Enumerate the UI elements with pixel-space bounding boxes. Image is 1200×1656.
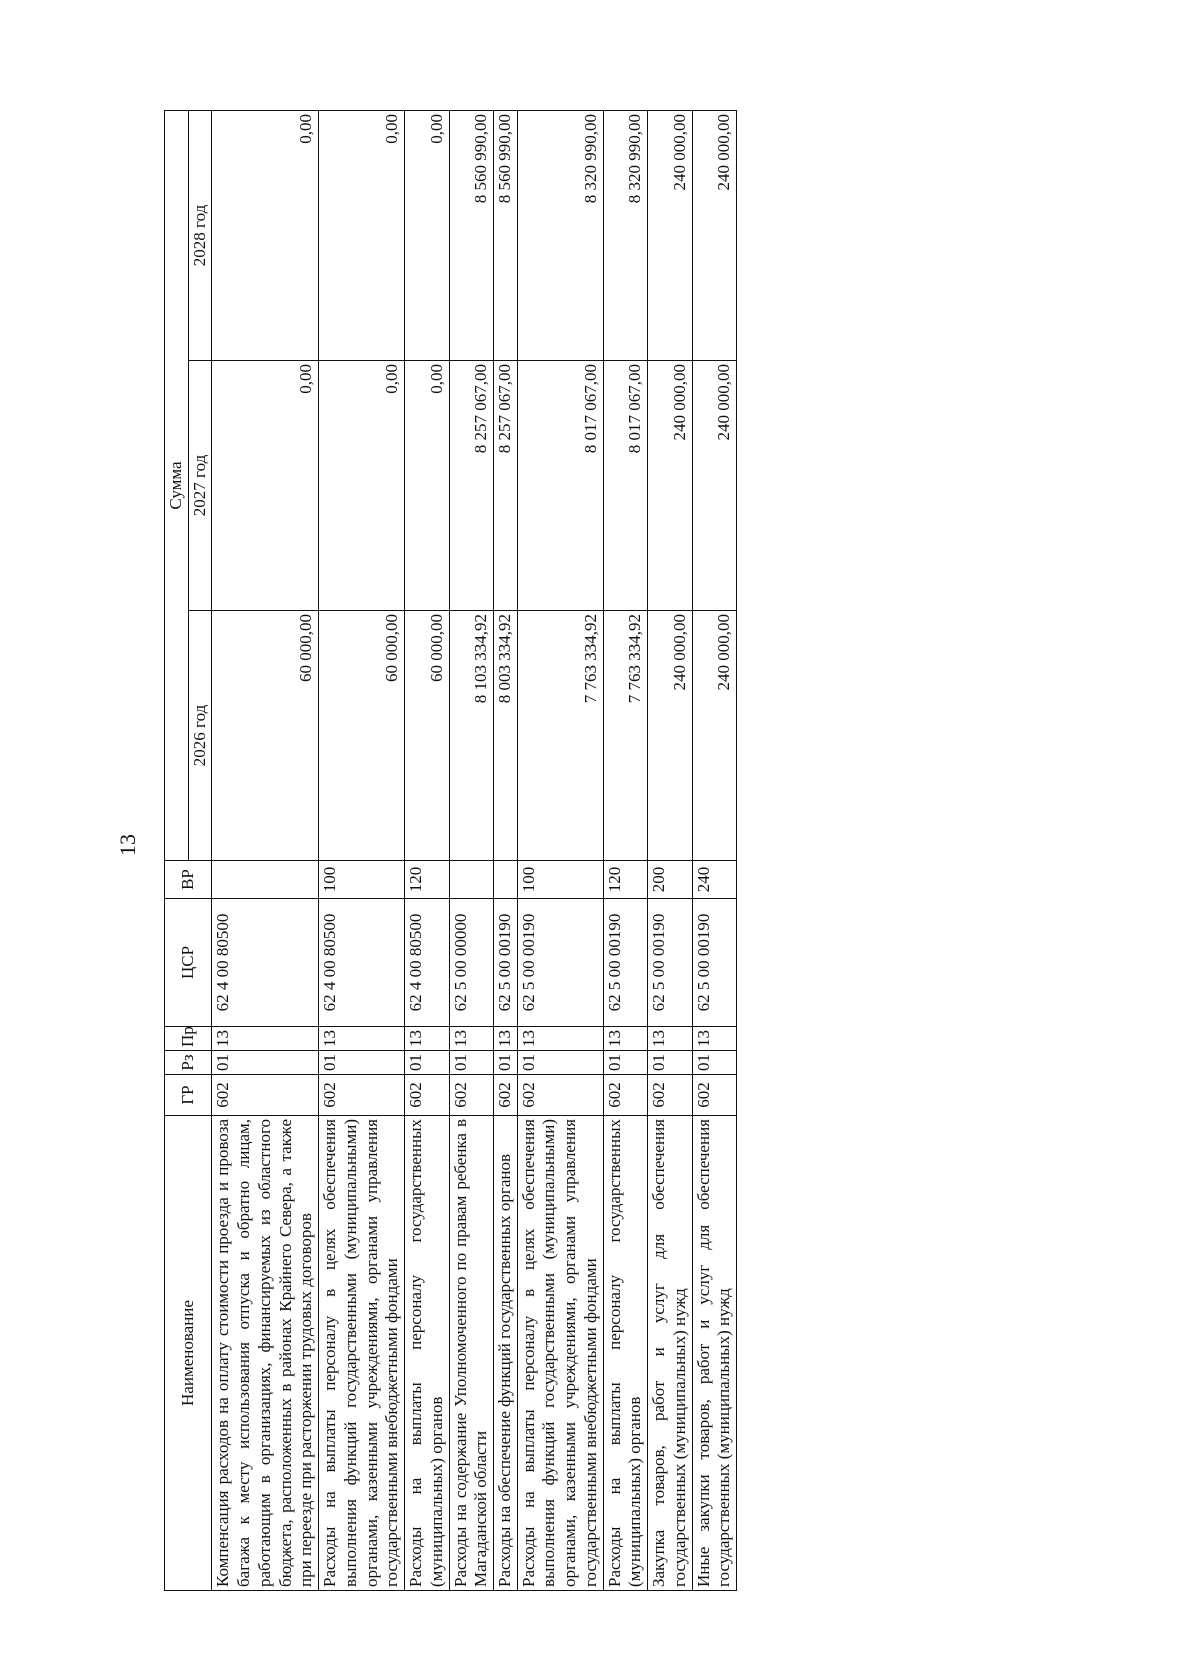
- cell-2027: 8 017 067,00: [603, 361, 647, 611]
- cell-rz: 01: [603, 1051, 647, 1075]
- cell-2028: 0,00: [319, 110, 405, 360]
- cell-gr: 602: [648, 1075, 692, 1116]
- cell-name: Расходы на выплаты персоналу в целях обеспечения выполнения функций государственными (муниципальными) органами, казенными учреждениями, органами управления государственными внебюджетными фондами: [319, 1116, 405, 1591]
- cell-2026: 240 000,00: [648, 611, 692, 861]
- header-name: Наименование: [165, 1116, 212, 1591]
- header-pr: Пр: [165, 1027, 212, 1051]
- table-row: [692, 110, 736, 1590]
- cell-csr: 62 5 00 00000: [449, 899, 493, 1027]
- cell-csr: 62 5 00 00190: [494, 899, 518, 1027]
- cell-vr: 240: [692, 861, 736, 899]
- cell-vr: 100: [319, 861, 405, 899]
- cell-2028: 240 000,00: [648, 110, 692, 360]
- cell-rz: 01: [405, 1051, 449, 1075]
- cell-name: Иные закупки товаров, работ и услуг для обеспечения государственных (муниципальных) нужд: [692, 1116, 736, 1591]
- cell-csr: 62 5 00 00190: [692, 899, 736, 1027]
- cell-2027: 0,00: [405, 361, 449, 611]
- header-year-2028: 2028 год: [188, 110, 212, 360]
- cell-2026: 8 003 334,92: [494, 611, 518, 861]
- cell-2027: 8 017 067,00: [517, 361, 603, 611]
- cell-name: Расходы на выплаты персоналу государственных (муниципальных) органов: [603, 1116, 647, 1591]
- cell-rz: 01: [692, 1051, 736, 1075]
- header-rz: Рз: [165, 1051, 212, 1075]
- header-sum: Сумма: [165, 110, 189, 860]
- cell-2028: 0,00: [405, 110, 449, 360]
- cell-rz: 01: [212, 1051, 319, 1075]
- cell-rz: 01: [494, 1051, 518, 1075]
- table-row: [517, 110, 603, 1590]
- cell-gr: 602: [405, 1075, 449, 1116]
- cell-2027: 0,00: [212, 361, 319, 611]
- page-number: 13: [115, 834, 140, 856]
- cell-2026: 60 000,00: [405, 611, 449, 861]
- cell-name: Расходы на обеспечение функций государственных органов: [494, 1116, 518, 1591]
- cell-vr: 100: [517, 861, 603, 899]
- cell-gr: 602: [212, 1075, 319, 1116]
- cell-2028: 8 320 990,00: [517, 110, 603, 360]
- cell-name: Закупка товаров, работ и услуг для обеспечения государственных (муниципальных) нужд: [648, 1116, 692, 1591]
- cell-2026: 240 000,00: [692, 611, 736, 861]
- cell-csr: 62 5 00 00190: [517, 899, 603, 1027]
- cell-2026: 7 763 334,92: [603, 611, 647, 861]
- cell-vr: [449, 861, 493, 899]
- cell-name: Расходы на выплаты персоналу в целях обеспечения выполнения функций государственными (муниципальными) органами, казенными учреждениями, органами управления государственными внебюджетными фондами: [517, 1116, 603, 1591]
- cell-name: Расходы на выплаты персоналу государственных (муниципальных) органов: [405, 1116, 449, 1591]
- cell-2026: 7 763 334,92: [517, 611, 603, 861]
- cell-rz: 01: [648, 1051, 692, 1075]
- cell-gr: 602: [603, 1075, 647, 1116]
- cell-2028: 240 000,00: [692, 110, 736, 360]
- cell-rz: 01: [517, 1051, 603, 1075]
- table-row: [405, 110, 449, 1590]
- cell-csr: 62 5 00 00190: [648, 899, 692, 1027]
- cell-2027: 240 000,00: [648, 361, 692, 611]
- cell-pr: 13: [603, 1027, 647, 1051]
- cell-vr: 200: [648, 861, 692, 899]
- header-year-2026: 2026 год: [188, 611, 212, 861]
- cell-pr: 13: [692, 1027, 736, 1051]
- header-year-2027: 2027 год: [188, 361, 212, 611]
- cell-rz: 01: [449, 1051, 493, 1075]
- cell-csr: 62 5 00 00190: [603, 899, 647, 1027]
- cell-2027: 8 257 067,00: [449, 361, 493, 611]
- cell-csr: 62 4 00 80500: [319, 899, 405, 1027]
- cell-pr: 13: [319, 1027, 405, 1051]
- cell-pr: 13: [517, 1027, 603, 1051]
- cell-pr: 13: [648, 1027, 692, 1051]
- cell-pr: 13: [449, 1027, 493, 1051]
- budget-table: [164, 110, 737, 1591]
- cell-2027: 8 257 067,00: [494, 361, 518, 611]
- cell-pr: 13: [494, 1027, 518, 1051]
- cell-vr: 120: [405, 861, 449, 899]
- cell-2028: 8 560 990,00: [494, 110, 518, 360]
- cell-2028: 8 560 990,00: [449, 110, 493, 360]
- cell-2026: 60 000,00: [212, 611, 319, 861]
- cell-pr: 13: [405, 1027, 449, 1051]
- cell-gr: 602: [692, 1075, 736, 1116]
- header-vr: ВР: [165, 861, 212, 899]
- cell-vr: [494, 861, 518, 899]
- cell-csr: 62 4 00 80500: [212, 899, 319, 1027]
- cell-csr: 62 4 00 80500: [405, 899, 449, 1027]
- cell-name: Расходы на содержание Уполномоченного по правам ребенка в Магаданской области: [449, 1116, 493, 1591]
- header-gr: ГР: [165, 1075, 212, 1116]
- cell-gr: 602: [319, 1075, 405, 1116]
- cell-gr: 602: [449, 1075, 493, 1116]
- cell-vr: 120: [603, 861, 647, 899]
- cell-gr: 602: [517, 1075, 603, 1116]
- cell-2027: 0,00: [319, 361, 405, 611]
- table-row: [212, 110, 319, 1590]
- cell-vr: [212, 861, 319, 899]
- cell-2026: 60 000,00: [319, 611, 405, 861]
- cell-2028: 8 320 990,00: [603, 110, 647, 360]
- cell-rz: 01: [319, 1051, 405, 1075]
- cell-2028: 0,00: [212, 110, 319, 360]
- table-row: [319, 110, 405, 1590]
- cell-2026: 8 103 334,92: [449, 611, 493, 861]
- table-row: [449, 110, 493, 1590]
- cell-2027: 240 000,00: [692, 361, 736, 611]
- cell-name: Компенсация расходов на оплату стоимости проезда и провоза багажа к месту использования отпуска и обратно лицам, работающим в организациях, финансируемых из областного бюджета, расположенных в районах Крайнего Севера, а также при переезде при расторжении трудовых договоров: [212, 1116, 319, 1591]
- table-body: [212, 110, 737, 1590]
- table-row: [648, 110, 692, 1590]
- header-csr: ЦСР: [165, 899, 212, 1027]
- table-row: [603, 110, 647, 1590]
- rotated-table-wrapper: [164, 111, 954, 1591]
- cell-pr: 13: [212, 1027, 319, 1051]
- header-row-1: [165, 110, 189, 1590]
- table-row: [494, 110, 518, 1590]
- cell-gr: 602: [494, 1075, 518, 1116]
